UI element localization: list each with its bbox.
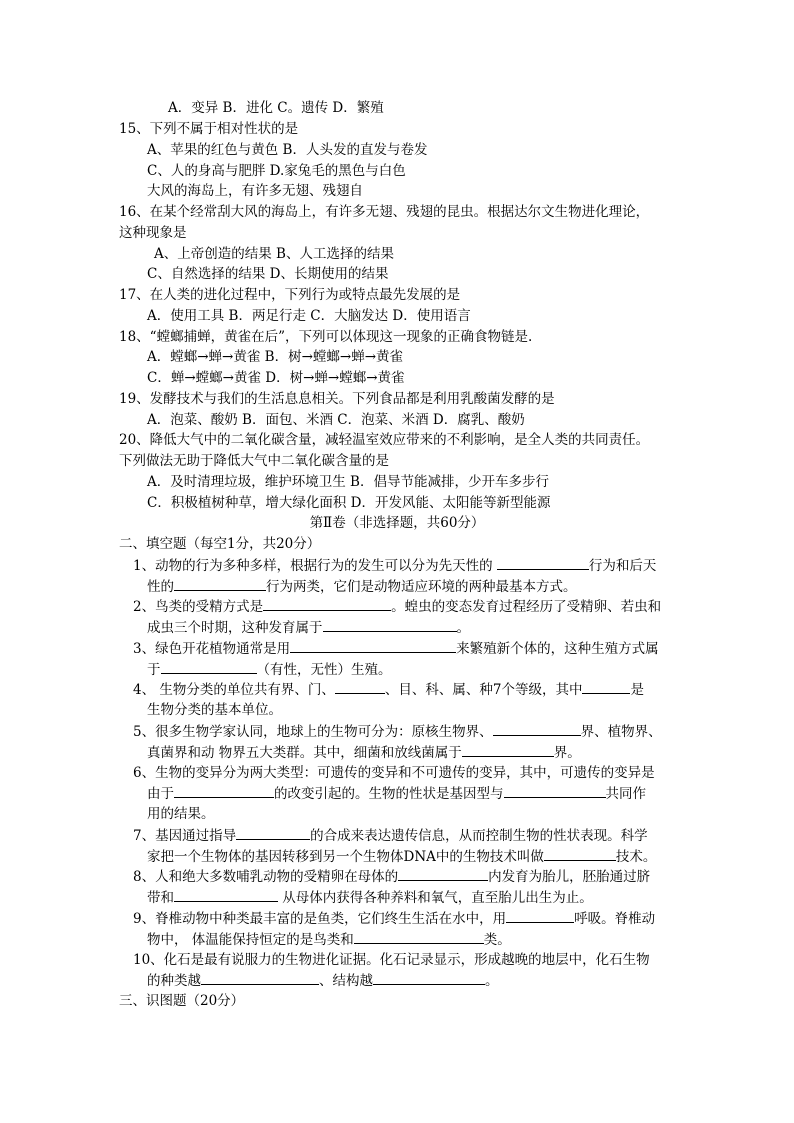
- fill-q5-text-a: 5、很多生物学家认同，地球上的生物可分为：原核生物界、: [133, 724, 493, 740]
- fill-q5-blank-1[interactable]: [493, 721, 581, 736]
- fill-q3-text-c: 于: [147, 662, 161, 678]
- fill-q10-line1: 10、化石是最有说服力的生物进化证据。化石记录显示，形成越晚的地层中，化石生物: [133, 952, 650, 968]
- fill-q1-line2: [147, 576, 577, 596]
- fill-q5-blank-2[interactable]: [462, 742, 554, 757]
- fill-q7-blank-2[interactable]: [544, 846, 616, 861]
- fill-q7-line1: [133, 825, 648, 845]
- fill-q1-text-a: 1、动物的行为多种多样，根据行为的发生可以分为先天性的: [133, 558, 497, 574]
- fill-q4-text-b: 、目、科、属、种7个等级，其中: [384, 682, 583, 698]
- fill-q8-text-c: 带和: [147, 890, 174, 906]
- fill-q3-blank-1[interactable]: [290, 638, 456, 653]
- fill-q4-blank-1[interactable]: [335, 679, 385, 694]
- fill-q9-text-d: 类。: [483, 932, 511, 948]
- fill-q1-blank-1[interactable]: [497, 555, 589, 570]
- fill-q10-line2: [147, 970, 499, 990]
- fill-q3-text-d: （有性，无性）生殖。: [256, 662, 392, 678]
- q18-stem: 18、“螳螂捕蝉，黄雀在后”，下列可以体现这一现象的正确食物链是.: [119, 329, 533, 345]
- fill-q6-blank-1[interactable]: [174, 783, 274, 798]
- fill-q7-text-c: 家把一个生物体的基因转移到另一个生物体DNA中的生物技术叫做: [147, 849, 544, 865]
- q16-stem-line1: 16、在某个经常刮大风的海岛上，有许多无翅、残翅的昆虫。根据达尔文生物进化理论，: [119, 204, 650, 220]
- q18-options-ab: A．螳螂→蝉→黄雀 B．树→螳螂→蝉→黄雀: [147, 349, 404, 365]
- fill-q2-text-b: 。蝗虫的变态发育过程经历了受精卵、若虫和: [391, 599, 662, 615]
- fill-q10-blank-1[interactable]: [201, 970, 319, 985]
- fill-q3-text-b: 来繁殖新个体的，这种生殖方式属: [456, 641, 659, 657]
- q17-stem: 17、在人类的进化过程中，下列行为或特点最先发展的是: [119, 287, 461, 303]
- fill-q1-text-d: 行为两类，它们是动物适应环境的两种最基本方式。: [266, 579, 577, 595]
- fill-q1-blank-2[interactable]: [174, 576, 266, 591]
- fill-q7-line2: [147, 846, 656, 866]
- fill-q8-blank-1[interactable]: [398, 866, 488, 881]
- fill-q8-line2: [147, 887, 593, 907]
- fill-q8-text-d: 从母体内获得各种养料和氧气，直至胎儿出生为止。: [278, 890, 593, 906]
- fill-q6-blank-2[interactable]: [504, 783, 606, 798]
- fill-q3-line2: [147, 659, 392, 679]
- fill-q1-line1: [133, 555, 656, 575]
- fill-q6-text-d: 共同作: [605, 786, 646, 802]
- q14-options: A．变异 B．进化 C。遗传 D．繁殖: [168, 100, 384, 116]
- fill-q3-line1: [133, 638, 659, 658]
- fill-q6-line1: 6、生物的变异分为两大类型：可遗传的变异和不可遗传的变异，其中，可遗传的变异是: [133, 765, 655, 781]
- fill-q2-line1: [133, 596, 661, 616]
- q20-options-ab: A．及时清理垃圾，维护环境卫生 B．倡导节能减排，少开车多步行: [147, 474, 549, 490]
- fill-q5-line2: [147, 742, 581, 762]
- section2-title: 二、填空题（每空1分，共20分）: [119, 536, 321, 552]
- fill-q6-line2: [147, 783, 646, 803]
- fill-q4-text-a: 4、 生物分类的单位共有界、门、: [133, 682, 335, 698]
- fill-q10-text-b: 的种类越: [147, 973, 201, 989]
- fill-q6-text-c: 的改变引起的。生物的性状是基因型与: [274, 786, 504, 802]
- fill-q10-blank-2[interactable]: [373, 970, 485, 985]
- fill-q7-text-a: 7、基因通过指导: [133, 828, 237, 844]
- q20-stem-line2: 下列做法无助于降低大气中二氧化碳含量的是: [119, 453, 389, 469]
- fill-q1-text-b: 行为和后天: [588, 558, 657, 574]
- fill-q5-text-c: 真菌界和动 物界五大类群。其中，细菌和放线菌属于: [147, 745, 462, 761]
- part2-title: 第Ⅱ卷（非选择题，共60分）: [309, 515, 485, 531]
- q16-options-ab: A、上帝创造的结果 B、人工选择的结果: [154, 246, 394, 262]
- fill-q7-text-d: 技术。: [615, 849, 657, 865]
- section3-title: 三、识图题（20分）: [119, 993, 245, 1009]
- fill-q9-text-b: 呼吸。脊椎动: [574, 911, 656, 927]
- q15-options-ab: A、苹果的红色与黄色 B．人头发的直发与卷发: [147, 142, 428, 158]
- fill-q4-blank-2[interactable]: [582, 679, 630, 694]
- fill-q9-blank-2[interactable]: [354, 929, 484, 944]
- fill-q3-text-a: 3、绿色开花植物通常是用: [133, 641, 291, 657]
- fill-q5-text-b: 界、植物界、: [580, 724, 662, 740]
- fill-q5-text-d: 界。: [553, 745, 581, 761]
- fill-q9-line2: [147, 929, 511, 949]
- fill-q10-text-d: 。: [485, 973, 499, 989]
- q15-stem: 15、下列不属于相对性状的是: [119, 121, 299, 137]
- q15-stray-text: 大风的海岛上，有许多无翅、残翅自: [147, 183, 363, 199]
- q20-options-cd: C．积极植树种草，增大绿化面积 D．开发风能、太阳能等新型能源: [147, 495, 551, 511]
- fill-q3-blank-2[interactable]: [161, 659, 257, 674]
- fill-q8-text-b: 内发育为胎儿，胚胎通过脐: [488, 869, 651, 885]
- fill-q7-blank-1[interactable]: [236, 825, 310, 840]
- q19-options: A．泡菜、酸奶 B．面包、米酒 C．泡菜、米酒 D．腐乳、酸奶: [147, 412, 525, 428]
- fill-q9-blank-1[interactable]: [506, 908, 574, 923]
- fill-q7-text-b: 的合成来表达遗传信息，从而控制生物的性状表现。科学: [310, 828, 648, 844]
- fill-q2-line2: [147, 617, 470, 637]
- fill-q10-text-c: 、结构越: [319, 973, 373, 989]
- fill-q8-line1: [133, 866, 650, 886]
- fill-q9-line1: [133, 908, 655, 928]
- q20-stem-line1: 20、降低大气中的二氧化碳含量，减轻温室效应带来的不利影响，是全人类的共同责任。: [119, 432, 650, 448]
- fill-q1-text-c: 性的: [147, 579, 174, 595]
- q16-stem-line2: 这种现象是: [119, 225, 187, 241]
- fill-q5-line1: [133, 721, 662, 741]
- q19-stem: 19、发酵技术与我们的生活息息相关。下列食品都是利用乳酸菌发酵的是: [119, 391, 555, 407]
- fill-q2-blank-1[interactable]: [263, 596, 391, 611]
- fill-q6-text-b: 由于: [147, 786, 174, 802]
- fill-q9-text-c: 物中， 体温能保持恒定的是鸟类和: [147, 932, 354, 948]
- fill-q4-line1: [133, 679, 644, 699]
- fill-q6-text-e: 用的结果。: [147, 806, 215, 822]
- fill-q4-text-c: 是: [630, 682, 644, 698]
- fill-q8-blank-2[interactable]: [174, 887, 278, 902]
- fill-q2-blank-2[interactable]: [323, 617, 457, 632]
- fill-q4-text-d: 生物分类的基本单位。: [147, 702, 282, 718]
- q16-options-cd: C、自然选择的结果 D、长期使用的结果: [147, 266, 389, 282]
- fill-q2-text-d: 。: [456, 620, 470, 636]
- q17-options: A．使用工具 B．两足行走 C．大脑发达 D．使用语言: [147, 308, 471, 324]
- fill-q2-text-a: 2、鸟类的受精方式是: [133, 599, 264, 615]
- fill-q9-text-a: 9、脊椎动物中种类最丰富的是鱼类，它们终生生活在水中，用: [133, 911, 507, 927]
- q15-options-cd: C、人的身高与肥胖 D.家兔毛的黑色与白色: [147, 163, 406, 179]
- fill-q8-text-a: 8、人和绝大多数哺乳动物的受精卵在母体的: [133, 869, 399, 885]
- fill-q2-text-c: 成虫三个时期，这种发育属于: [147, 620, 323, 636]
- q18-options-cd: C．蝉→螳螂→黄雀 D．树→蝉→螳螂→黄雀: [147, 370, 405, 386]
